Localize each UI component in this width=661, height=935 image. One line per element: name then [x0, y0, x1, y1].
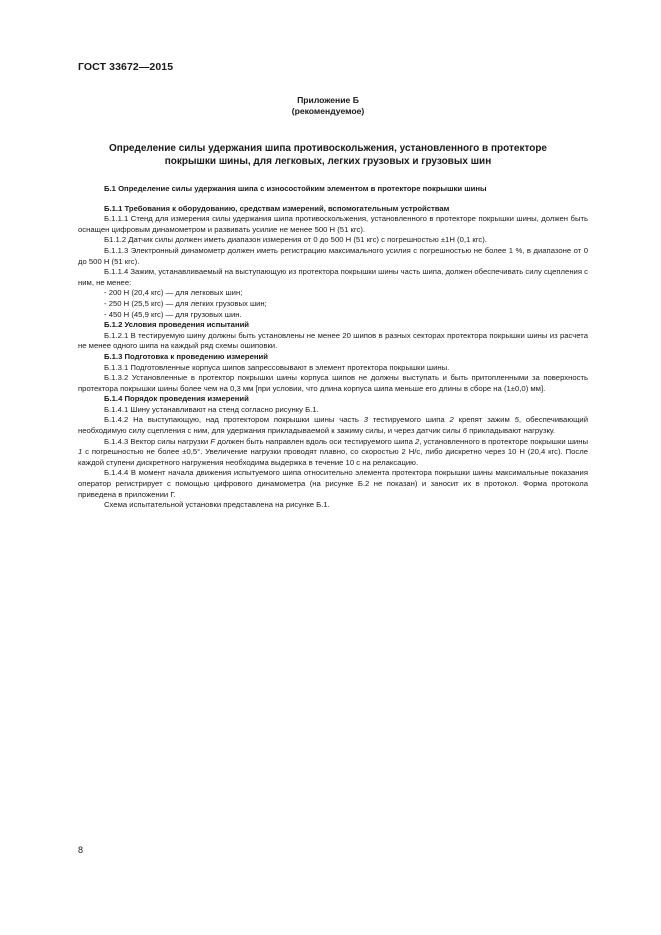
main-title-line-1: Определение силы удержания шипа противоскольжения, установленного в протекторе [109, 143, 547, 154]
paragraph-b1142 [78, 415, 588, 436]
paragraph-b1113: Б.1.1.3 Электронный динамометр должен иметь регистрацию максимального усилия с погрешностью не более 1 %, в диапазоне от 0 до 500 Н (51 кгс). [78, 245, 588, 266]
ref-number: 5 [514, 415, 519, 425]
paragraph-b1121: Б.1.2.1 В тестируемую шину должны быть установлены не менее 20 шипов в разных секторах протектора покрышки шины из расчета не менее одного шипа на каждый ряд схемы ошиповки. [78, 330, 588, 351]
paragraph-b1143 [78, 437, 588, 469]
list-item: - 200 Н (20,4 кгс) — для легковых шин; [104, 288, 243, 298]
appendix-heading [78, 95, 578, 117]
paragraph-b1131: Б.1.3.1 Подготовленные корпуса шипов запрессовывают в элемент протектора покрышки шины. [104, 362, 450, 372]
text-run: Б.1.4.2 На выступающую, над протектором покрышки шины часть [104, 415, 364, 425]
list-item: - 250 Н (25,5 кгс) — для легких грузовых шин; [104, 298, 267, 308]
section-heading-b13: Б.1.3 Подготовка к проведению измерений [104, 351, 268, 361]
paragraph-b1141: Б.1.4.1 Шину устанавливают на стенд согласно рисунку Б.1. [104, 404, 319, 414]
text-run: , обеспечивающий необходимую силу сцепления с ним, для удержания прикладываемой к зажиму силы, и через датчик силы [78, 415, 589, 436]
appendix-status: (рекомендуемое) [291, 106, 365, 116]
text-run: должен быть направлен вдоль оси тестируемого шипа [215, 436, 415, 446]
paragraph-scheme-reference: Схема испытательной установки представлена на рисунке Б.1. [104, 500, 330, 510]
standard-number: ГОСТ 33672—2015 [78, 61, 174, 73]
paragraph-b1112: Б1.1.2 Датчик силы должен иметь диапазон измерения от 0 до 500 Н (51 кгс) с погрешностью ±1Н (0,1 кгс). [104, 235, 487, 245]
force-symbol: F [210, 436, 216, 446]
page-number: 8 [78, 845, 84, 855]
ref-number: 2 [415, 436, 420, 446]
text-run: тестируемого шипа [367, 415, 450, 425]
paragraph-b1111: Б.1.1.1 Стенд для измерения силы удержания шипа противоскольжения, установленного в протекторе покрышки шины, должен быть оснащен цифровым динамометром и развивать усилие не менее 500 Н (51 кгс). [78, 214, 588, 234]
ref-number: 2 [449, 415, 454, 425]
appendix-title: Приложение Б [297, 95, 359, 105]
ref-number: 3 [363, 415, 368, 425]
appendix-main-title [78, 142, 578, 168]
paragraph-b1144: Б.1.4.4 В момент начала движения испытуемого шипа относительно элемента протектора покрышки шины максимальные показания оператор регистрирует с помощью цифрового динамометра (на рисунке Б.2 не показан) и заносит их в протокол. Форма протокола приведена в приложении Г. [78, 468, 588, 499]
main-title-line-2: покрышки шины, для легковых, легких грузовых и грузовых шин [164, 156, 492, 167]
ref-number: 6 [462, 426, 467, 436]
section-heading-b1: Б.1 Определение силы удержания шипа с износостойким элементом в протекторе покрышки шины [104, 184, 487, 193]
paragraph-b1132: Б.1.3.2 Установленные в протектор покрышки шины корпуса шипов не должны выступать и быть притопленными за поверхность протектора покрышки шины более чем на 0,3 мм [при условии, что длина корпуса шипа меньше его длины в сборе на (1±0,0) мм]. [78, 373, 588, 393]
text-run: с погрешностью не более ±0,5°. Увеличение нагрузки проводят плавно, со скоростью 2 Н/с, либо дискретно через 10 Н (20,4 кгс). После каждой ступени дискретного нагружения необходима выдержка в течение 10 с на релаксацию. [78, 447, 588, 467]
list-item: - 450 Н (45,9 кгс) — для грузовых шин. [104, 309, 242, 319]
paragraph-b1114: Б.1.1.4 Зажим, устанавливаемый на выступающую из протектора покрышки шины часть шипа, должен обеспечивать силу сцепления с ним, не менее: [78, 267, 588, 287]
text-run: , установленного в протекторе покрышки шины [419, 436, 588, 446]
section-heading-b12: Б.1.2 Условия проведения испытаний [104, 320, 250, 330]
section-heading-b11: Б.1.1 Требования к оборудованию, средствам измерений, вспомогательным устройствам [104, 203, 450, 213]
text-run: Б.1.4.3 Вектор силы нагрузки [104, 436, 211, 446]
text-run: прикладывают нагрузку. [466, 426, 556, 436]
ref-number: 1 [78, 447, 83, 457]
text-run: крепят зажим [453, 415, 515, 425]
section-heading-b14: Б.1.4 Порядок проведения измерений [104, 394, 249, 404]
document-body [78, 184, 588, 511]
